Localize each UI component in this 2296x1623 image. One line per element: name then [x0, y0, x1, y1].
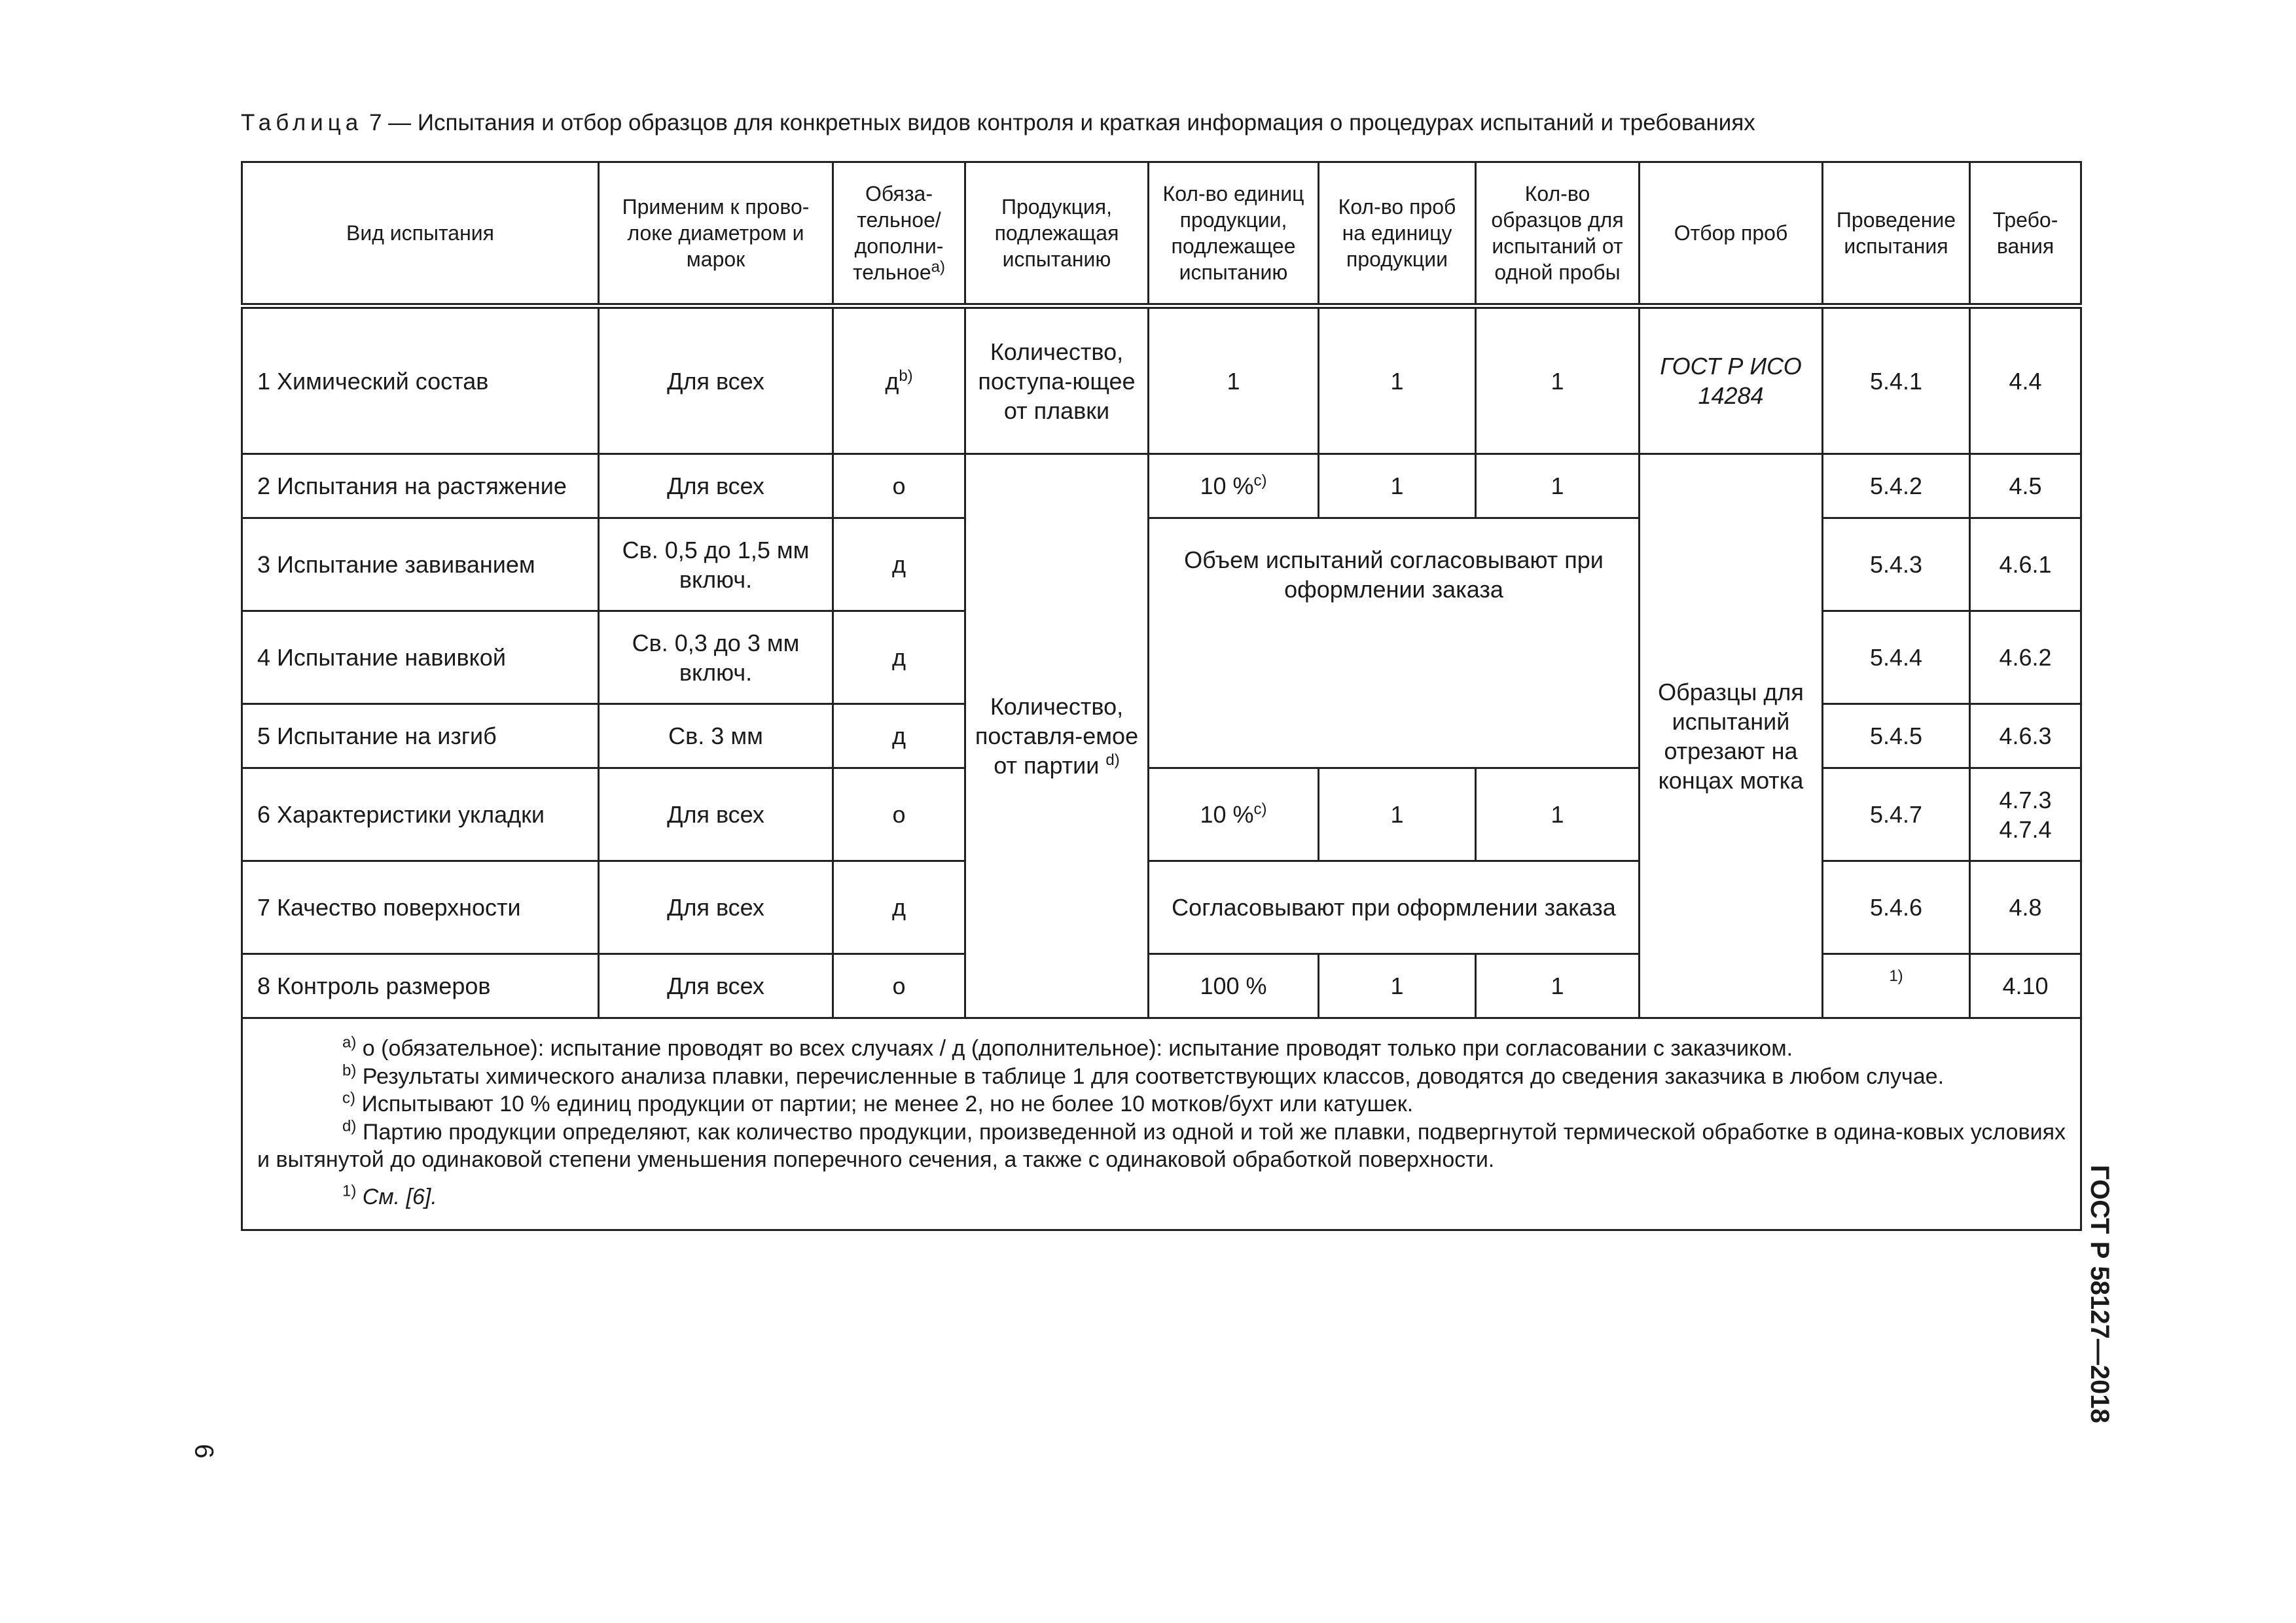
cell-method: 5.4.1: [1823, 306, 1970, 454]
footnote-b-text: Результаты химического анализа плавки, перечисленные в таблице 1 для соответствующих классов, доводятся до сведения заказчика в любом случае.: [362, 1063, 1945, 1089]
cell-surface-agreed: Согласовывают при оформлении заказа: [1149, 861, 1640, 954]
col-header-type-sup: a): [931, 258, 945, 276]
cell-applies: Св. 0,3 до 3 мм включ.: [599, 611, 833, 704]
table-notes: [242, 1018, 2081, 1230]
footnote-d: [257, 1118, 2066, 1174]
cell-type-text: д: [885, 367, 899, 395]
tests-table: [241, 161, 2082, 1231]
cell-applies: Для всех: [599, 861, 833, 954]
cell-test: 3 Испытание завиванием: [242, 518, 599, 611]
cell-samples: 1: [1476, 768, 1640, 861]
cell-test: 5 Испытание на изгиб: [242, 704, 599, 768]
cell-sampling: ГОСТ Р ИСО 14284: [1640, 306, 1823, 454]
cell-qty: [1149, 768, 1319, 861]
cell-samples: 1: [1476, 954, 1640, 1018]
footnote-c: [257, 1090, 2066, 1118]
cell-product: Количество, поступа-ющее от плавки: [965, 306, 1149, 454]
col-header-type: [833, 162, 965, 306]
footnote-1: [257, 1183, 2066, 1211]
cell-req: 4.8: [1970, 861, 2081, 954]
cell-type: д: [833, 704, 965, 768]
cell-type: д: [833, 861, 965, 954]
table-row: [242, 306, 2081, 454]
col-header-type-text: Обяза-тельное/ дополни-тельное: [853, 182, 944, 284]
cell-test: 7 Качество поверхности: [242, 861, 599, 954]
cell-probes: 1: [1319, 454, 1476, 518]
cell-qty: [1149, 454, 1319, 518]
col-header-method: Проведение испытания: [1823, 162, 1970, 306]
footnote-a: [257, 1035, 2066, 1063]
footnote-d-text: Партию продукции определяют, как количество продукции, произведенной из одной и той же плавки, подвергнутой термической обработке в одина-ковых условиях и вытянутой до одинаковой степени уменьшения поперечного сечения, а также с одинаковой обработкой поверхности.: [257, 1119, 2066, 1172]
cell-qty: 1: [1149, 306, 1319, 454]
page-number: 6: [189, 1444, 219, 1459]
caption-prefix: Таблица: [241, 110, 363, 135]
footnote-d-mark: d): [342, 1117, 357, 1135]
cell-qty-text: 10 %: [1200, 801, 1254, 828]
cell-applies: Св. 3 мм: [599, 704, 833, 768]
cell-qty: 100 %: [1149, 954, 1319, 1018]
cell-samples: 1: [1476, 306, 1640, 454]
cell-method: [1823, 954, 1970, 1018]
caption-text: 7 — Испытания и отбор образцов для конкретных видов контроля и краткая информация о процедурах испытаний и требованиях: [368, 110, 1755, 135]
cell-qty-sup: c): [1253, 800, 1267, 818]
cell-req: 4.6.1: [1970, 518, 2081, 611]
cell-type: о: [833, 954, 965, 1018]
cell-method: 5.4.6: [1823, 861, 1970, 954]
notes-row: [242, 1018, 2081, 1230]
table-row: [242, 454, 2081, 518]
cell-req: 4.7.3 4.7.4: [1970, 768, 2081, 861]
cell-type: д: [833, 518, 965, 611]
col-header-sampling: Отбор проб: [1640, 162, 1823, 306]
cell-test: 1 Химический состав: [242, 306, 599, 454]
footnote-1-text: См. [6].: [362, 1184, 437, 1209]
cell-test: 4 Испытание навивкой: [242, 611, 599, 704]
cell-samples: 1: [1476, 454, 1640, 518]
cell-req: 4.10: [1970, 954, 2081, 1018]
cell-method: 5.4.3: [1823, 518, 1970, 611]
cell-type: о: [833, 454, 965, 518]
cell-probes: 1: [1319, 954, 1476, 1018]
col-header-qty: Кол-во единиц продукции, подлежащее испытанию: [1149, 162, 1319, 306]
cell-req: 4.6.2: [1970, 611, 2081, 704]
footnote-a-mark: a): [342, 1033, 357, 1052]
cell-req: 4.4: [1970, 306, 2081, 454]
col-header-req: Требо-вания: [1970, 162, 2081, 306]
cell-req: 4.5: [1970, 454, 2081, 518]
cell-method: 5.4.2: [1823, 454, 1970, 518]
cell-applies: Для всех: [599, 306, 833, 454]
table-caption: [241, 110, 1755, 136]
cell-type: д: [833, 611, 965, 704]
footnote-1-mark: 1): [342, 1182, 357, 1200]
product-batch-sup: d): [1105, 751, 1120, 769]
footnote-b-mark: b): [342, 1061, 357, 1080]
cell-method: 5.4.5: [1823, 704, 1970, 768]
cell-test: 2 Испытания на растяжение: [242, 454, 599, 518]
cell-method: 5.4.4: [1823, 611, 1970, 704]
document-side-title: ГОСТ Р 58127—2018: [2085, 1165, 2114, 1423]
footnote-c-mark: c): [342, 1089, 355, 1107]
footnote-c-text: Испытывают 10 % единиц продукции от партии; не менее 2, но не более 10 мотков/бухт или катушек.: [361, 1092, 1414, 1116]
cell-type: о: [833, 768, 965, 861]
product-batch-text: Количество, поставля-емое от партии: [975, 693, 1139, 779]
cell-method-sup: 1): [1889, 967, 1903, 985]
col-header-probes: Кол-во проб на единицу продукции: [1319, 162, 1476, 306]
cell-volume-agreed: Объем испытаний согласовывают при оформлении заказа: [1149, 518, 1640, 768]
col-header-applies: Применим к прово-локе диаметром и марок: [599, 162, 833, 306]
cell-qty-sup: c): [1253, 472, 1267, 490]
cell-req: 4.6.3: [1970, 704, 2081, 768]
cell-applies: Для всех: [599, 954, 833, 1018]
cell-test: 8 Контроль размеров: [242, 954, 599, 1018]
cell-sampling-coil: Образцы для испытаний отрезают на концах мотка: [1640, 454, 1823, 1018]
footnote-a-text: о (обязательное): испытание проводят во всех случаях / д (дополнительное): испытание проводят только при согласовании с заказчиком.: [362, 1036, 1793, 1061]
cell-type: [833, 306, 965, 454]
cell-type-sup: b): [899, 366, 913, 385]
cell-product-batch: [965, 454, 1149, 1018]
cell-applies: Св. 0,5 до 1,5 мм включ.: [599, 518, 833, 611]
cell-test: 6 Характеристики укладки: [242, 768, 599, 861]
cell-method: 5.4.7: [1823, 768, 1970, 861]
cell-applies: Для всех: [599, 454, 833, 518]
cell-probes: 1: [1319, 306, 1476, 454]
cell-probes: 1: [1319, 768, 1476, 861]
col-header-test: Вид испытания: [242, 162, 599, 306]
header-row: [242, 162, 2081, 306]
footnote-b: [257, 1063, 2066, 1091]
cell-applies: Для всех: [599, 768, 833, 861]
col-header-samples: Кол-во образцов для испытаний от одной пробы: [1476, 162, 1640, 306]
cell-qty-text: 10 %: [1200, 473, 1254, 499]
col-header-product: Продукция, подлежащая испытанию: [965, 162, 1149, 306]
